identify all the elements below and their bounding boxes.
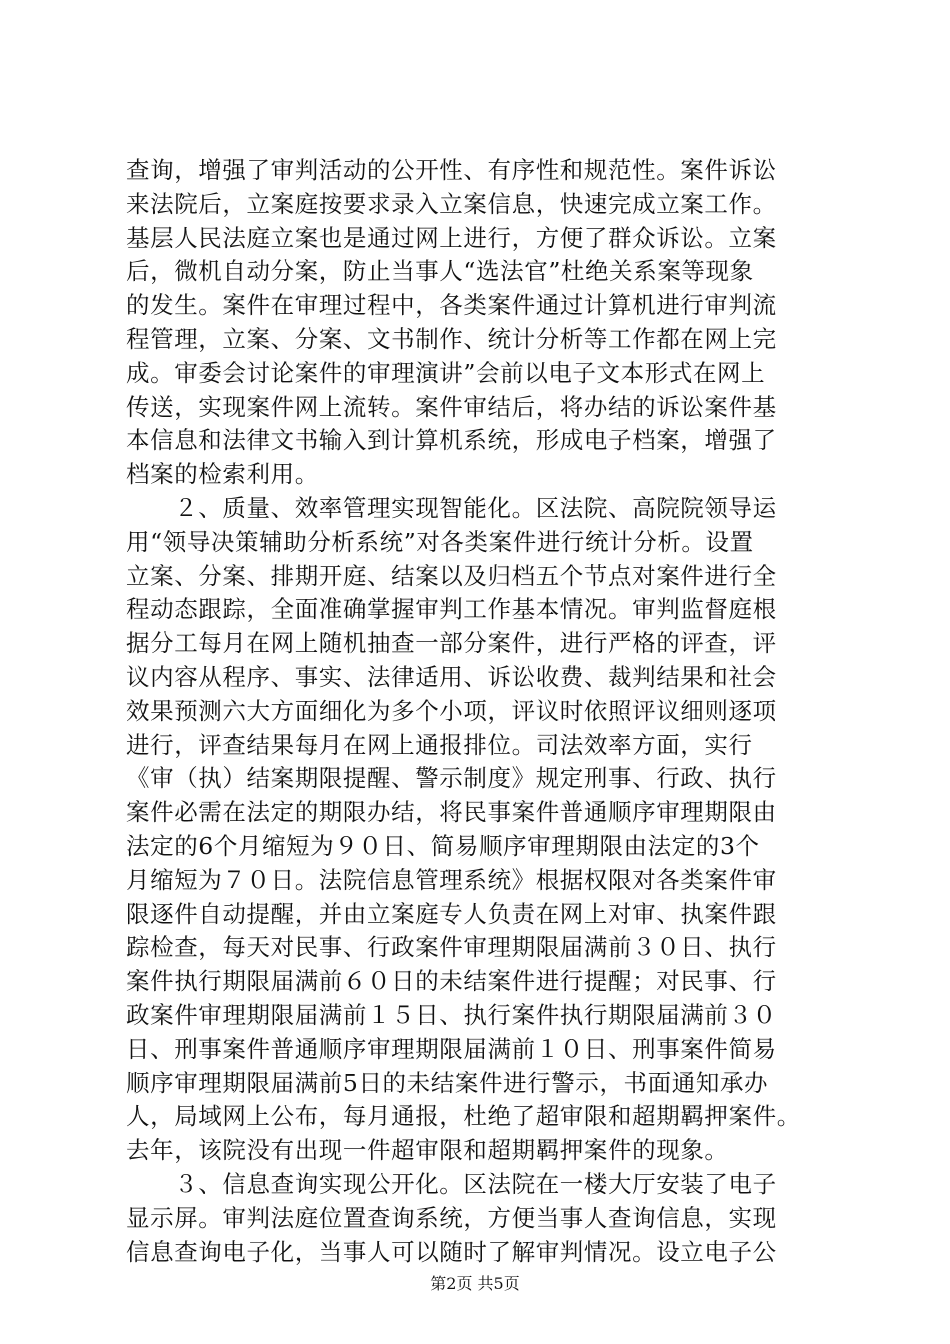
text-line: 立案、分案、排期开庭、结案以及归档五个节点对案件进行全 — [126, 561, 777, 590]
text-line: 信息查询电子化，当事人可以随时了解审判情况。设立电子公 — [126, 1237, 777, 1266]
text-line: 限逐件自动提醒，并由立案庭专人负责在网上对审、执案件跟 — [126, 899, 777, 928]
text-line: 程动态跟踪，全面准确掌握审判工作基本情况。审判监督庭根 — [126, 595, 777, 624]
text-line: 的发生。案件在审理过程中，各类案件通过计算机进行审判流 — [126, 291, 777, 320]
text-line: 进行，评查结果每月在网上通报排位。司法效率方面，实行 — [126, 730, 753, 759]
text-line: 法定的6个月缩短为９０日、简易顺序审理期限由法定的3个 — [126, 831, 760, 860]
text-line: 后，微机自动分案，防止当事人“选法官”杜绝关系案等现象 — [126, 257, 754, 286]
text-line: 成。审委会讨论案件的审理演讲”会前以电子文本形式在网上 — [126, 358, 766, 387]
text-line: 《审（执）结案期限提醒、警示制度》规定刑事、行政、执行 — [126, 764, 777, 793]
text-line: 去年，该院没有出现一件超审限和超期羁押案件的现象。 — [126, 1136, 729, 1165]
text-line: 踪检查，每天对民事、行政案件审理期限届满前３０日、执行 — [126, 933, 777, 962]
text-line: 政案件审理期限届满前１５日、执行案件执行期限届满前３０ — [126, 1000, 777, 1029]
text-line: 效果预测六大方面细化为多个小项，评议时依照评议细则逐项 — [126, 696, 777, 725]
text-line: ２、质量、效率管理实现智能化。区法院、高院院领导运 — [126, 493, 777, 522]
text-line: 月缩短为７０日。法院信息管理系统》根据权限对各类案件审 — [126, 865, 777, 894]
text-line: 据分工每月在网上随机抽查一部分案件，进行严格的评查，评 — [126, 629, 777, 658]
text-line: ３、信息查询实现公开化。区法院在一楼大厅安装了电子 — [126, 1169, 777, 1198]
page-footer: 第2页 共5页 — [430, 1274, 520, 1293]
body-text — [126, 154, 846, 1269]
text-line: 本信息和法律文书输入到计算机系统，形成电子档案，增强了 — [126, 426, 777, 455]
text-line: 来法院后，立案庭按要求录入立案信息，快速完成立案工作。 — [126, 189, 777, 218]
text-line: 人，局域网上公布，每月通报，杜绝了超审限和超期羁押案件。 — [126, 1102, 801, 1131]
text-line: 查询，增强了审判活动的公开性、有序性和规范性。案件诉讼 — [126, 156, 777, 184]
text-line: 日、刑事案件普通顺序审理期限届满前１０日、刑事案件简易 — [126, 1034, 777, 1063]
text-line: 案件必需在法定的期限办结，将民事案件普通顺序审理期限由 — [126, 798, 777, 827]
text-line: 顺序审理期限届满前5日的未结案件进行警示，书面通知承办 — [126, 1068, 769, 1097]
text-line: 档案的检索利用。 — [126, 460, 319, 489]
text-line: 显示屏。审判法庭位置查询系统，方便当事人查询信息，实现 — [126, 1203, 777, 1232]
text-line: 案件执行期限届满前６０日的未结案件进行提醒；对民事、行 — [126, 967, 777, 996]
text-line: 基层人民法庭立案也是通过网上进行，方便了群众诉讼。立案 — [126, 223, 777, 252]
text-line: 传送，实现案件网上流转。案件审结后，将办结的诉讼案件基 — [126, 392, 777, 421]
text-line: 议内容从程序、事实、法律适用、诉讼收费、裁判结果和社会 — [126, 662, 777, 691]
text-line: 用“领导决策辅助分析系统”对各类案件进行统计分析。设置 — [126, 527, 754, 556]
text-line: 程管理，立案、分案、文书制作、统计分析等工作都在网上完 — [126, 324, 777, 353]
